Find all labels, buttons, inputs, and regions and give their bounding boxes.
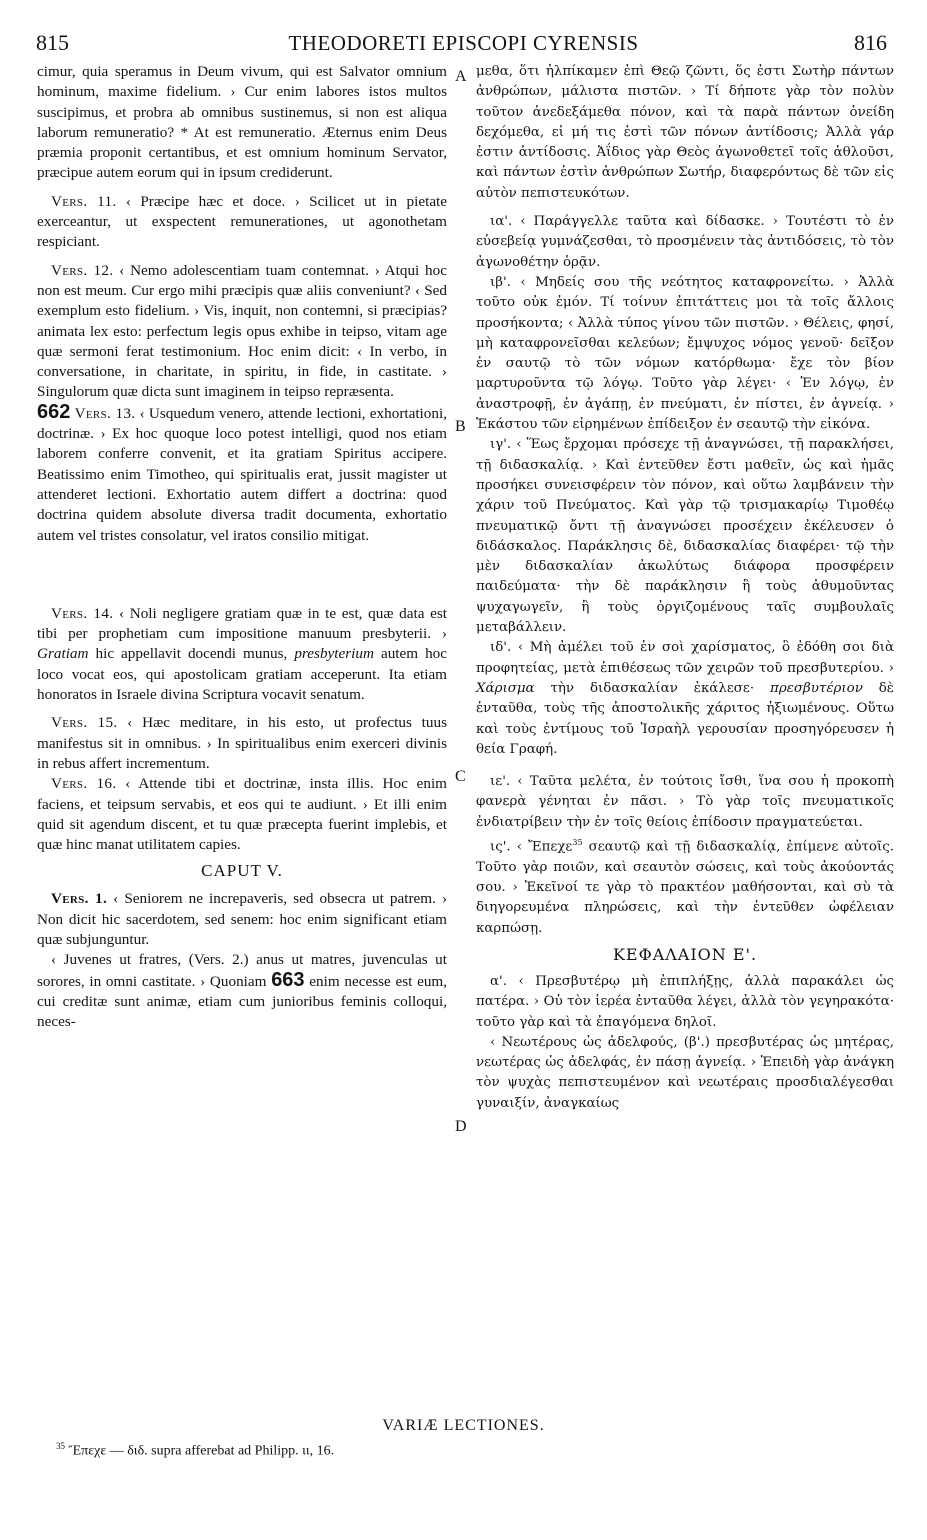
latin-paragraph <box>37 774 447 855</box>
greek-paragraph: μεθα, ὅτι ἠλπίκαμεν ἐπὶ Θεῷ ζῶντι, ὅς ἐστι Σωτὴρ πάντων ἀνθρώπων, μάλιστα πιστῶν. › Τί δήποτε γὰρ τὸν πολὺν τοῦτον ἀνεδεξάμεθα πόνον, καὶ τὰ παρὰ πάντων ὀνείδη δεχόμεθα, εἰ μή τις ἐστὶ τῶν πόνων ἀντίδοσις; Ἀλλὰ γάρ ἐστιν ἀντίδοσις. Ἀΐδιος γὰρ Θεὸς ἀγωνοθετεῖ τοῖς ἀθλοῦσι, καὶ πάντων ἐστὶν ἀνθρώπων Σωτήρ, διαφερόντως δὲ τῶν εἰς αὐτὸν πεπιστευκότων. <box>476 64 894 201</box>
greek-paragraph: ιβ'. ‹ Μηδείς σου τῆς νεότητος καταφρονείτω. › Ἀλλὰ τοῦτο οὐκ ἐμόν. Τί τοίνυν ἐπιτάττεις μοι τὰ τοῖς ἄλλοις προσήκοντα; ‹ Ἀλλὰ τύπος γίνου τῶν πιστῶν. › Θέλεις, φησί, μὴ καταφρονεῖσθαι κελεύων; ἔμψυχος νόμος γενοῦ· δεῖξον ἐν σαυτῷ τὸ τῶν νόμων κατόρθωμα· ἔχε τὸν βίον μαρτυροῦντα τῷ λόγῳ. Τοῦτο γὰρ λέγει· ‹ Ἐν λόγῳ, ἐν ἀναστροφῇ, ἐν ἀγάπῃ, ἐν πνεύματι, ἐν πίστει, ἐν ἁγνείᾳ. › Ἑκάστου τῶν εἰρημένων ἐπίδειξον ἐν σεαυτῷ τὴν εἰκόνα. <box>476 274 894 433</box>
verse-text: ‹ Attende tibi et doctrinæ, insta illis. Hoc enim faciens, et teipsum servabis, et eos qui te audiunt. › Et illi enim quid sit agendum discent, et tu quæ præcepta fuerint implebis, et quæ hinc manat utilitatem capies. <box>37 775 447 854</box>
greek-paragraph: α'. ‹ Πρεσβυτέρῳ μὴ ἐπιπλήξῃς, ἀλλὰ παρακάλει ὡς πατέρα. › Οὐ τὸν ἱερέα ἐνταῦθα λέγει, ἀλλὰ τὸν γεγηρακότα· τοῦτο γὰρ καὶ τὰ ἐπαγόμενα δηλοῖ. <box>476 973 894 1030</box>
latin-paragraph <box>37 950 447 1032</box>
italic-term: presbyterium <box>294 645 374 663</box>
latin-paragraph <box>37 261 447 403</box>
verse-text: hic appellavit docendi munus, <box>95 645 288 663</box>
verse-text: τὴν διδασκαλίαν ἐκάλεσε· <box>550 680 755 696</box>
verse-text: ‹ Juvenes ut fratres, (Vers. 2.) anus ut matres, juvenculas ut sorores, in omni castitate. › Quoniam <box>37 951 447 990</box>
latin-paragraph <box>37 889 447 950</box>
column-number: 662 <box>37 400 71 423</box>
latin-column <box>37 62 447 1032</box>
margin-marker-a: A <box>455 68 467 85</box>
greek-column <box>476 62 894 1114</box>
verse-label: Vers. 12. <box>51 261 114 279</box>
greek-paragraph: ια'. ‹ Παράγγελλε ταῦτα καὶ δίδασκε. › Τουτέστι τὸ ἐν εὐσεβείᾳ γυμνάζεσθαι, τὸ προσμένειν τὰς ἀντιδόσεις, τὸ τὸν ἀγωνοθέτην ὁρᾷν. <box>476 214 894 270</box>
verse-text: ‹ Nemo adolescentiam tuam contemnat. › Atqui hoc non est meum. Cur ergo mihi præcipis quæ aliis conveniunt? ‹ Sed exemplum esto fidelium. › Vis, inquit, non contemni, si præcipias? animata lex esto: perfectum legis opus exhibe in teipso, vitam age quæ sermoni ferat testimonium. Hoc enim dicit: ‹ In verbo, in conversatione, in charitate, in spiritu, in fide, in castitate. › Singulorum quæ dicta sunt imaginem in teipso repræsenta. <box>37 261 447 401</box>
verse-text: ‹ Seniorem ne increpaveris, sed obsecra ut patrem. › Non dicit hic sacerdotem, sed senem: hoc enim significant etiam quæ subjunguntur. <box>37 890 448 948</box>
page-number-right: 816 <box>854 30 887 55</box>
chapter-heading-greek: ΚΕΦΑΛΑΙΟΝ Ε'. <box>612 944 758 964</box>
italic-term: Gratiam <box>37 645 89 663</box>
verse-text: ‹ Noli negligere gratiam quæ in te est, quæ data est tibi per prophetiam cum impositione manuum presbyterii. › <box>37 604 448 643</box>
greek-paragraph: ιε'. ‹ Ταῦτα μελέτα, ἐν τούτοις ἴσθι, ἵνα σου ἡ προκοπὴ φανερὰ γένηται ἐν πᾶσι. › Τὸ γὰρ τοῖς πνευματικοῖς ἐνδιατρίβειν τὴν ἐν τοῖς θείοις ἐπίδοσιν πραγματεύεται. <box>476 774 894 830</box>
verse-text: ‹ Hæc meditare, in his esto, ut profectus tuus manifestus sit in omnibus. › In spiritualibus enim exerceri divinis in rebus affert incrementum. <box>37 714 447 772</box>
verse-text: ις'. ‹ Ἔπεχε <box>490 839 573 855</box>
column-number: 663 <box>271 968 305 991</box>
verse-label: Vers. 14. <box>51 604 114 622</box>
footnote <box>56 1441 334 1460</box>
page-number-left: 815 <box>36 30 69 55</box>
latin-paragraph: cimur, quia speramus in Deum vivum, qui est Salvator omnium hominum, maxime fidelium. › Cur enim labores istos multos suscipimus, et probra ab omnibus sustinemus, si non est aliqua laborum remuneratio? * At est remuneratio. Æternus enim Deus præmia proponit certantibus, et est omnium hominum Servator, præcipue autem eorum qui in ipsum crediderunt. <box>37 63 447 182</box>
verse-label: Vers. 1. <box>51 890 108 908</box>
variae-lectiones-heading: VARIÆ LECTIONES. <box>382 1417 545 1434</box>
greek-paragraph: ιγ'. ‹ Ἕως ἔρχομαι πρόσεχε τῇ ἀναγνώσει, τῇ παρακλήσει, τῇ διδασκαλίᾳ. › Καὶ ἐντεῦθεν ἔστι μαθεῖν, ὡς καὶ ἡμᾶς προσήκει συνεισφέρειν τὸν πόνον, καὶ οὕτω λαμβάνειν τὴν χάριν τοῦ Πνεύματος. Καὶ γὰρ τῷ τρισμακαρίῳ Τιμοθέῳ πνευματικῷ ὄντι τῇ ἀναγνώσει προσέχειν ἐκέλευσεν ὁ διδάσκαλος. Παράκλησις δὲ, διδασκαλίας διαφέρει· τῷ τὴν μὲν διδασκαλίαν ἀκωλύτως διάφορα προσφέρειν παιδεύματα· τὴν δὲ παράκλησιν ἢ τοὺς ἀθυμοῦντας ψυχαγωγεῖν, ἢ τοὺς ὀργιζομένους ταῖς συμβουλαῖς μεταβάλλειν. <box>476 437 894 636</box>
verse-text: enim necesse est eum, cui creditæ sunt animæ, etiam cum junioribus feminis colloqui, neces- <box>37 972 448 1031</box>
verse-label: Vers. 15. <box>51 714 118 732</box>
greek-paragraph <box>476 833 894 939</box>
margin-marker-d: D <box>455 1118 467 1135</box>
latin-paragraph <box>37 604 447 705</box>
verse-label: Vers. 11. <box>51 192 117 210</box>
latin-paragraph <box>37 192 447 253</box>
greek-paragraph <box>476 638 894 760</box>
verse-text: autem hoc loco vocat eos, qui apostolicam gratiam acceperunt. Ita etiam honoratos in Israele divina Scriptura vocavit senatum. <box>37 645 448 704</box>
margin-marker-c: C <box>455 768 466 785</box>
running-header <box>0 30 927 62</box>
footnote-number: 35 <box>56 1441 65 1451</box>
verse-text: σεαυτῷ καὶ τῇ διδασκαλίᾳ, ἐπίμενε αὐτοῖς. Τοῦτο γὰρ ποιῶν, καὶ σεαυτὸν σώσεις, καὶ τοὺς ἀκούοντάς σου. › Ἐκεῖνοί τε γὰρ τὸ πρακτέον μαθήσονται, καὶ σὺ τὰ διηγορευμένα πληρώσεις, καὶ τὴν ἐντεῦθεν ὠφέλειαν καρπώσῃ. <box>476 839 894 936</box>
verse-text: δὲ ἐνταῦθα, τοὺς τῆς ἀποστολικῆς χάριτος ἠξιωμένους. Οὕτω καὶ τοὺς ἐντίμους τοῦ Ἰσραὴλ γερουσίαν προσηγόρευσεν ἡ θεία Γραφή. <box>476 680 894 757</box>
verse-label: Vers. 13. <box>74 404 136 422</box>
verse-text: ιδ'. ‹ Μὴ ἀμέλει τοῦ ἐν σοὶ χαρίσματος, ὃ ἐδόθη σοι διὰ προφητείας, μετὰ ἐπιθέσεως τῶν χειρῶν τοῦ πρεσβυτερίου. › <box>476 640 894 676</box>
running-title: THEODORETI EPISCOPI CYRENSIS <box>288 31 639 55</box>
italic-term: Χάρισμα <box>476 680 535 696</box>
greek-paragraph: ‹ Νεωτέρους ὡς ἀδελφούς, (β'.) πρεσβυτέρας ὡς μητέρας, νεωτέρας ὡς ἀδελφάς, ἐν πάσῃ ἁγνείᾳ. › Ἐπειδὴ γὰρ ἀνάγκη τὸν ψυχὰς πεπιστευμένον καὶ νεωτέραις προσδιαλέγεσθαι γυναιξίν, ἀναγκαίως <box>476 1034 894 1111</box>
latin-paragraph <box>37 400 447 546</box>
footnote-ref: 35 <box>572 837 583 847</box>
chapter-heading-latin: CAPUT V. <box>201 861 283 881</box>
latin-paragraph <box>37 713 447 774</box>
verse-text: ‹ Præcipe hæc et doce. › Scilicet ut in pietate exerceantur, ut exspectent remunerationes, ut agonothetam respiciant. <box>37 192 448 251</box>
italic-term: πρεσβυτέριον <box>770 680 863 696</box>
margin-marker-b: B <box>455 418 466 435</box>
verse-text: ‹ Usquedum venero, attende lectioni, exhortationi, doctrinæ. › Ex hoc quoque loco potest intelligi, quod nos etiam laborem conferre convenit, et ita gratiam Spiritus accipere. Beatissimo enim Timotheo, qui spiritualis erat, jussit magister ut attenderet lectioni. Exhortatio autem differt a doctrina: quod doctrina quidem absolute diversa tradit documenta, exhortatio autem vel tristes consolatur, vel iratos consilio mitigat. <box>37 404 447 544</box>
footnote-text: Ἔπεχε — διδ. supra afferebat ad Philipp. ιι, 16. <box>68 1443 335 1459</box>
verse-label: Vers. 16. <box>51 775 117 793</box>
